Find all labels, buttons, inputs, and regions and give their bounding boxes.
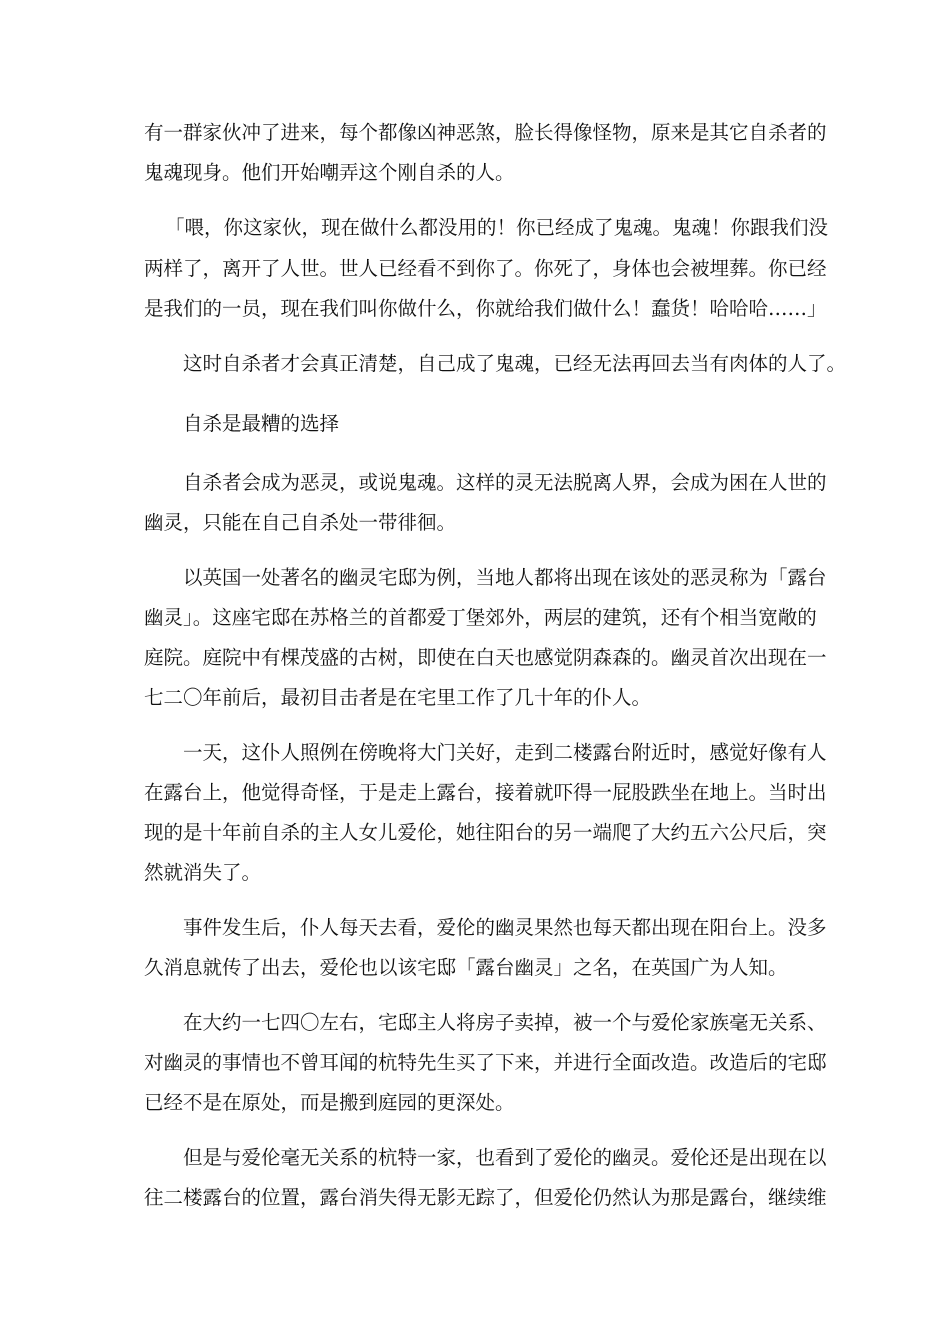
p3-line-1: 这时自杀者才会真正清楚，自己成了鬼魂，已经无法再回去当有肉体的人了。 xyxy=(183,352,847,375)
p10-line-2: 往二楼露台的位置，露台消失得无影无踪了，但爱伦仍然认为那是露台，继续维 xyxy=(144,1186,827,1209)
p2-line-2: 两样了，离开了人世。世人已经看不到你了。你死了，身体也会被埋葬。你已经 xyxy=(144,257,827,280)
p10-line-1: 但是与爱伦毫无关系的杭特一家，也看到了爱伦的幽灵。爱伦还是出现在以 xyxy=(183,1146,827,1169)
p1-line-1: 有一群家伙冲了进来，每个都像凶神恶煞，脸长得像怪物，原来是其它自杀者的 xyxy=(144,121,827,144)
p5-line-2: 幽灵，只能在自己自杀处一带徘徊。 xyxy=(144,511,457,534)
p6-line-3: 庭院。庭院中有棵茂盛的古树，即使在白天也感觉阴森森的。幽灵首次出现在一 xyxy=(144,646,827,669)
p1-line-2: 鬼魂现身。他们开始嘲弄这个刚自杀的人。 xyxy=(144,161,515,184)
p2-line-1: 「喂，你这家伙，现在做什么都没用的！你已经成了鬼魂。鬼魂！你跟我们没 xyxy=(165,216,829,239)
section-heading: 自杀是最糟的选择 xyxy=(183,412,340,435)
p2-line-3: 是我们的一员，现在我们叫你做什么，你就给我们做什么！蠢货！哈哈哈……」 xyxy=(144,297,827,320)
p6-line-1: 以英国一处著名的幽灵宅邸为例，当地人都将出现在该处的恶灵称为「露台 xyxy=(183,566,827,589)
p8-line-1: 事件发生后，仆人每天去看，爱伦的幽灵果然也每天都出现在阳台上。没多 xyxy=(183,916,827,939)
p9-line-3: 已经不是在原处，而是搬到庭园的更深处。 xyxy=(144,1091,515,1114)
p7-line-2: 在露台上，他觉得奇怪，于是走上露台，接着就吓得一屁股跌坐在地上。当时出 xyxy=(144,781,827,804)
p6-line-4: 七二〇年前后，最初目击者是在宅里工作了几十年的仆人。 xyxy=(144,686,652,709)
p7-line-3: 现的是十年前自杀的主人女儿爱伦，她往阳台的另一端爬了大约五六公尺后，突 xyxy=(144,821,827,844)
p5-line-1: 自杀者会成为恶灵，或说鬼魂。这样的灵无法脱离人界，会成为困在人世的 xyxy=(183,471,827,494)
p9-line-2: 对幽灵的事情也不曾耳闻的杭特先生买了下来，并进行全面改造。改造后的宅邸 xyxy=(144,1051,827,1074)
p9-line-1: 在大约一七四〇左右，宅邸主人将房子卖掉，被一个与爱伦家族毫无关系、 xyxy=(183,1011,827,1034)
p7-line-4: 然就消失了。 xyxy=(144,861,262,884)
p7-line-1: 一天，这仆人照例在傍晚将大门关好，走到二楼露台附近时，感觉好像有人 xyxy=(183,741,827,764)
p8-line-2: 久消息就传了出去，爱伦也以该宅邸「露台幽灵」之名，在英国广为人知。 xyxy=(144,956,788,979)
p6-line-2: 幽灵」。这座宅邸在苏格兰的首都爱丁堡郊外，两层的建筑，还有个相当宽敞的 xyxy=(144,606,817,629)
